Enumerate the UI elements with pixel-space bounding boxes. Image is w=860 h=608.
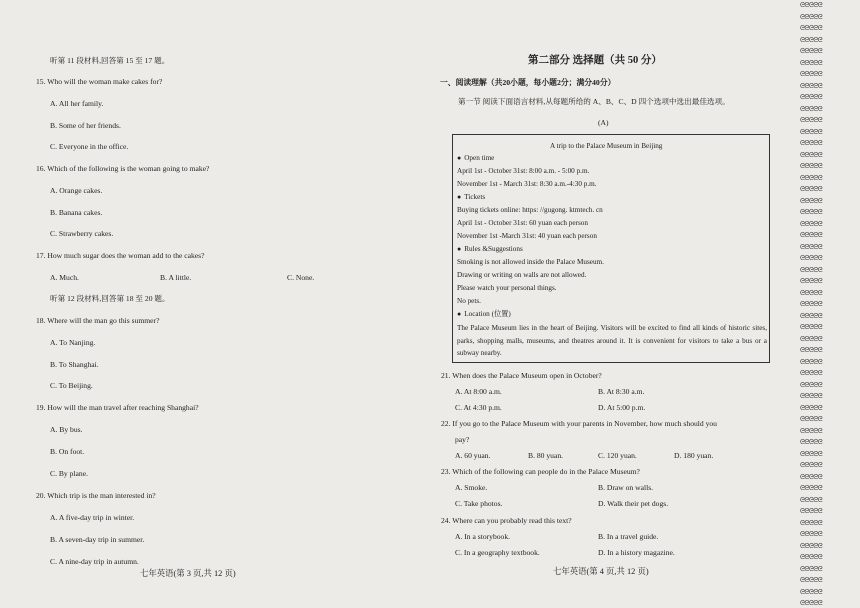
option-16b: B. Banana cakes. (50, 208, 103, 217)
border-pattern-row: ᘓᘓᘓᘓᘓ (800, 449, 823, 458)
border-pattern-row: ᘓᘓᘓᘓᘓ (800, 185, 823, 193)
border-pattern-row: ᘓᘓᘓᘓᘓ (800, 461, 823, 469)
question-19: 19. How will the man travel after reaching Shanghai? (36, 403, 199, 412)
question-16: 16. Which of the following is the woman going to make? (36, 164, 210, 173)
open-time-heading: ● Open time (457, 153, 494, 163)
option-15a: A. All her family. (50, 99, 104, 108)
border-pattern-row: ᘓᘓᘓᘓᘓ (800, 254, 823, 262)
notice-box (452, 134, 770, 363)
border-pattern-row: ᘓᘓᘓᘓᘓ (800, 323, 823, 331)
option-20b: B. A seven-day trip in summer. (50, 535, 145, 544)
border-pattern-row: ᘓᘓᘓᘓᘓ (800, 35, 823, 44)
border-pattern-row: ᘓᘓᘓᘓᘓ (800, 150, 823, 159)
border-pattern-row: ᘓᘓᘓᘓᘓ (800, 415, 823, 423)
border-pattern-row: ᘓᘓᘓᘓᘓ (800, 208, 823, 216)
option-16a: A. Orange cakes. (50, 186, 103, 195)
option-19c: C. By plane. (50, 469, 88, 478)
option-17b: B. A little. (160, 273, 192, 282)
border-pattern-row: ᘓᘓᘓᘓᘓ (800, 495, 823, 504)
border-pattern-row: ᘓᘓᘓᘓᘓ (800, 104, 823, 113)
option-23c: C. Take photos. (455, 499, 503, 508)
option-19a: A. By bus. (50, 425, 83, 434)
border-pattern-row: ᘓᘓᘓᘓᘓ (800, 173, 823, 182)
option-15c: C. Everyone in the office. (50, 142, 129, 151)
tickets-line-3: November 1st -March 31st: 40 yuan each person (457, 232, 597, 240)
border-pattern-row: ᘓᘓᘓᘓᘓ (800, 47, 823, 55)
border-pattern-row: ᘓᘓᘓᘓᘓ (800, 300, 823, 308)
rules-line-1: Smoking is not allowed inside the Palace Museum. (457, 258, 604, 266)
notice-title: A trip to the Palace Museum in Beijing (550, 142, 663, 150)
question-21: 21. When does the Palace Museum open in October? (441, 371, 602, 380)
border-pattern-row: ᘓᘓᘓᘓᘓ (800, 587, 823, 596)
border-pattern-row: ᘓᘓᘓᘓᘓ (800, 472, 823, 481)
border-pattern-row: ᘓᘓᘓᘓᘓ (800, 116, 823, 124)
border-pattern-row: ᘓᘓᘓᘓᘓ (800, 403, 823, 412)
location-heading: ● Location (位置) (457, 309, 511, 319)
option-18c: C. To Beijing. (50, 381, 93, 390)
question-15: 15. Who will the woman make cakes for? (36, 77, 163, 86)
location-text: The Palace Museum lies in the heart of Beijing. Visitors will be excited to find all kinds of historic sites, parks, shopping malls, museums, and theatres around it. It is convenient for visitors to take a bus or a subway nearby. (457, 324, 767, 357)
border-pattern-row: ᘓᘓᘓᘓᘓ (800, 518, 823, 527)
border-pattern-row: ᘓᘓᘓᘓᘓ (800, 24, 823, 32)
border-pattern-row: ᘓᘓᘓᘓᘓ (800, 231, 823, 239)
option-23d: D. Walk their pet dogs. (598, 499, 669, 508)
option-23b: B. Draw on walls. (598, 483, 654, 492)
border-pattern-row: ᘓᘓᘓᘓᘓ (800, 288, 823, 297)
border-pattern-row: ᘓᘓᘓᘓᘓ (800, 392, 823, 400)
option-21d: D. At 5:00 p.m. (598, 403, 646, 412)
tickets-line-1: Buying tickets online: https: //gugong. ktmtech. cn (457, 206, 603, 214)
border-pattern-row: ᘓᘓᘓᘓᘓ (800, 530, 823, 538)
open-time-line-2: November 1st - March 31st: 8:30 a.m.-4:30 p.m. (457, 180, 597, 188)
rules-heading: ● Rules &Suggestions (457, 244, 523, 254)
border-pattern-row: ᘓᘓᘓᘓᘓ (800, 219, 823, 228)
border-pattern-row: ᘓᘓᘓᘓᘓ (800, 93, 823, 101)
border-pattern-row: ᘓᘓᘓᘓᘓ (800, 12, 823, 21)
option-22a: A. 60 yuan. (455, 451, 491, 460)
question-18: 18. Where will the man go this summer? (36, 316, 160, 325)
border-pattern-row: ᘓᘓᘓᘓᘓ (800, 265, 823, 274)
border-pattern-row: ᘓᘓᘓᘓᘓ (800, 311, 823, 320)
border-pattern-row: ᘓᘓᘓᘓᘓ (800, 277, 823, 285)
border-pattern-row: ᘓᘓᘓᘓᘓ (800, 162, 823, 170)
passage-label: (A) (598, 118, 609, 127)
tickets-line-2: April 1st - October 31st: 60 yuan each person (457, 219, 588, 227)
question-22-continued: pay? (455, 435, 470, 444)
border-pattern-row: ᘓᘓᘓᘓᘓ (800, 576, 823, 584)
rules-line-2: Drawing or writing on walls are not allowed. (457, 271, 587, 279)
part-title: 第二部分 选择题（共 50 分） (528, 55, 662, 66)
option-24c: C. In a geography textbook. (455, 548, 540, 557)
border-pattern-row: ᘓᘓᘓᘓᘓ (800, 507, 823, 515)
section-instruction: 第一节 阅读下面语言材料,从每题所给的 A、B、C、D 四个选项中选出最佳选项。 (458, 97, 730, 106)
question-22: 22. If you go to the Palace Museum with your parents in November, how much should you (441, 419, 717, 428)
right-page-footer: 七年英语(第 4 页,共 12 页) (553, 567, 649, 576)
left-page-footer: 七年英语(第 3 页,共 12 页) (140, 569, 236, 578)
listening-intro-11: 听第 11 段材料,回答第 15 至 17 题。 (50, 56, 170, 65)
option-22c: C. 120 yuan. (598, 451, 637, 460)
option-18a: A. To Nanjing. (50, 338, 96, 347)
option-16c: C. Strawberry cakes. (50, 229, 114, 238)
open-time-line-1: April 1st - October 31st: 8:00 a.m. - 5:00 p.m. (457, 167, 590, 175)
border-pattern-row: ᘓᘓᘓᘓᘓ (800, 369, 823, 377)
rules-line-4: No pets. (457, 297, 481, 305)
border-pattern-row: ᘓᘓᘓᘓᘓ (800, 242, 823, 251)
option-19b: B. On foot. (50, 447, 85, 456)
question-24: 24. Where can you probably read this text? (441, 516, 572, 525)
option-24a: A. In a storybook. (455, 532, 511, 541)
border-pattern-row: ᘓᘓᘓᘓᘓ (800, 484, 823, 492)
option-20c: C. A nine-day trip in autumn. (50, 557, 139, 566)
option-21c: C. At 4:30 p.m. (455, 403, 502, 412)
border-pattern-row: ᘓᘓᘓᘓᘓ (800, 334, 823, 343)
border-pattern-row: ᘓᘓᘓᘓᘓ (800, 127, 823, 136)
option-23a: A. Smoke. (455, 483, 488, 492)
border-pattern-row: ᘓᘓᘓᘓᘓ (800, 357, 823, 366)
border-pattern-row: ᘓᘓᘓᘓᘓ (800, 196, 823, 205)
rules-line-3: Please watch your personal things. (457, 284, 557, 292)
border-pattern-row: ᘓᘓᘓᘓᘓ (800, 58, 823, 67)
border-pattern-row: ᘓᘓᘓᘓᘓ (800, 564, 823, 573)
border-pattern-row: ᘓᘓᘓᘓᘓ (800, 346, 823, 354)
border-pattern-row: ᘓᘓᘓᘓᘓ (800, 438, 823, 446)
tickets-heading: ● Tickets (457, 192, 485, 202)
option-15b: B. Some of her friends. (50, 121, 121, 130)
option-24b: B. In a travel guide. (598, 532, 659, 541)
question-20: 20. Which trip is the man interested in? (36, 491, 156, 500)
option-21b: B. At 8:30 a.m. (598, 387, 645, 396)
border-pattern-row: ᘓᘓᘓᘓᘓ (800, 380, 823, 389)
border-pattern-row: ᘓᘓᘓᘓᘓ (800, 1, 823, 9)
border-pattern-row: ᘓᘓᘓᘓᘓ (800, 599, 823, 607)
border-pattern-row: ᘓᘓᘓᘓᘓ (800, 553, 823, 561)
border-pattern-row: ᘓᘓᘓᘓᘓ (800, 426, 823, 435)
question-23: 23. Which of the following can people do in the Palace Museum? (441, 467, 640, 476)
option-24d: D. In a history magazine. (598, 548, 675, 557)
option-17c: C. None. (287, 273, 315, 282)
binding-border-strip (800, 0, 860, 608)
option-22b: B. 80 yuan. (528, 451, 564, 460)
section-heading: 一、阅读理解（共20小题，每小题2分；满分40分） (440, 78, 616, 87)
option-22d: D. 180 yuan. (674, 451, 714, 460)
border-pattern-row: ᘓᘓᘓᘓᘓ (800, 139, 823, 147)
option-18b: B. To Shanghai. (50, 360, 99, 369)
option-20a: A. A five-day trip in winter. (50, 513, 135, 522)
border-pattern-row: ᘓᘓᘓᘓᘓ (800, 541, 823, 550)
option-17a: A. Much. (50, 273, 79, 282)
listening-intro-12: 听第 12 段材料,回答第 18 至 20 题。 (50, 294, 170, 303)
border-pattern-row: ᘓᘓᘓᘓᘓ (800, 81, 823, 90)
question-17: 17. How much sugar does the woman add to the cakes? (36, 251, 205, 260)
border-pattern-row: ᘓᘓᘓᘓᘓ (800, 70, 823, 78)
option-21a: A. At 8:00 a.m. (455, 387, 502, 396)
